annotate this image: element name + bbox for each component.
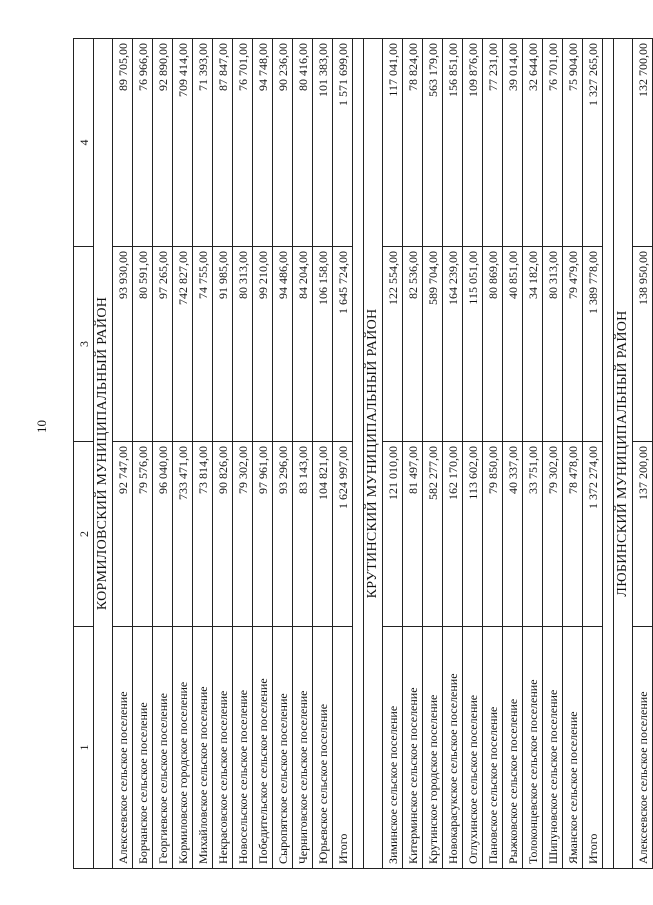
value-col-4: 80 416,00 <box>293 39 313 247</box>
spacer-cell <box>603 39 614 869</box>
value-col-3: 106 158,00 <box>313 247 333 442</box>
budget-table <box>73 38 653 869</box>
settlement-name: Юрьевское сельское поселение <box>313 627 333 869</box>
table-row <box>153 39 173 869</box>
value-col-2: 40 337,00 <box>503 442 523 627</box>
table-row <box>233 39 253 869</box>
settlement-name: Крутинское городское поселение <box>423 627 443 869</box>
value-col-2: 78 478,00 <box>563 442 583 627</box>
value-col-2: 33 751,00 <box>523 442 543 627</box>
settlement-name: Новокарасукское сельское поселение <box>443 627 463 869</box>
value-col-2: 1 372 274,00 <box>583 442 603 627</box>
settlement-name: Яманское сельское поселение <box>563 627 583 869</box>
value-col-4: 94 748,00 <box>253 39 273 247</box>
value-col-3: 99 210,00 <box>253 247 273 442</box>
settlement-name: Черниговское сельское поселение <box>293 627 313 869</box>
value-col-2: 97 961,00 <box>253 442 273 627</box>
value-col-4: 132 700,00 <box>633 39 653 247</box>
value-col-3: 97 265,00 <box>153 247 173 442</box>
value-col-3: 80 313,00 <box>543 247 563 442</box>
column-header-2: 2 <box>74 442 94 627</box>
value-col-3: 122 554,00 <box>383 247 403 442</box>
value-col-4: 71 393,00 <box>193 39 213 247</box>
settlement-name: Толоконцевское сельское поселение <box>523 627 543 869</box>
value-col-3: 1 389 778,00 <box>583 247 603 442</box>
value-col-4: 76 701,00 <box>233 39 253 247</box>
value-col-3: 742 827,00 <box>173 247 193 442</box>
settlement-name: Некрасовское сельское поселение <box>213 627 233 869</box>
value-col-4: 75 904,00 <box>563 39 583 247</box>
table-row <box>633 39 653 869</box>
value-col-4: 156 851,00 <box>443 39 463 247</box>
table-row <box>463 39 483 869</box>
table-row <box>313 39 333 869</box>
settlement-name: Новосельское сельское поселение <box>233 627 253 869</box>
section-spacer <box>353 39 364 869</box>
settlement-name: Рыжковское сельское поселение <box>503 627 523 869</box>
value-col-3: 80 313,00 <box>233 247 253 442</box>
value-col-4: 87 847,00 <box>213 39 233 247</box>
table-row <box>383 39 403 869</box>
column-header-1: 1 <box>74 627 94 869</box>
settlement-name: Пановское сельское поселение <box>483 627 503 869</box>
value-col-2: 93 296,00 <box>273 442 293 627</box>
settlement-name: Китерминское сельское поселение <box>403 627 423 869</box>
value-col-2: 582 277,00 <box>423 442 443 627</box>
value-col-3: 94 486,00 <box>273 247 293 442</box>
value-col-4: 1 327 265,00 <box>583 39 603 247</box>
column-header-4: 4 <box>74 39 94 247</box>
spacer-cell <box>353 39 364 869</box>
value-col-2: 79 302,00 <box>543 442 563 627</box>
section-title: ЛЮБИНСКИЙ МУНИЦИПАЛЬНЫЙ РАЙОН <box>614 39 633 869</box>
table-row <box>483 39 503 869</box>
table-body <box>74 39 653 869</box>
section-title-row <box>364 39 383 869</box>
value-col-4: 117 041,00 <box>383 39 403 247</box>
value-col-3: 589 704,00 <box>423 247 443 442</box>
value-col-4: 1 571 699,00 <box>333 39 353 247</box>
value-col-2: 90 826,00 <box>213 442 233 627</box>
value-col-3: 80 591,00 <box>133 247 153 442</box>
value-col-4: 109 876,00 <box>463 39 483 247</box>
value-col-2: 96 040,00 <box>153 442 173 627</box>
table-row <box>543 39 563 869</box>
value-col-4: 77 231,00 <box>483 39 503 247</box>
settlement-name: Итого <box>583 627 603 869</box>
table-row <box>213 39 233 869</box>
value-col-3: 82 536,00 <box>403 247 423 442</box>
value-col-4: 76 966,00 <box>133 39 153 247</box>
value-col-2: 113 602,00 <box>463 442 483 627</box>
value-col-3: 34 182,00 <box>523 247 543 442</box>
value-col-3: 91 985,00 <box>213 247 233 442</box>
settlement-name: Алексеевское сельское поселение <box>113 627 133 869</box>
settlement-name: Михайловское сельское поселение <box>193 627 213 869</box>
table-row <box>253 39 273 869</box>
settlement-name: Сыропятское сельское поселение <box>273 627 293 869</box>
section-title: КОРМИЛОВСКИЙ МУНИЦИПАЛЬНЫЙ РАЙОН <box>94 39 113 869</box>
settlement-name: Борчанское сельское поселение <box>133 627 153 869</box>
section-title: КРУТИНСКИЙ МУНИЦИПАЛЬНЫЙ РАЙОН <box>364 39 383 869</box>
table-row <box>403 39 423 869</box>
table-row <box>503 39 523 869</box>
value-col-2: 1 624 997,00 <box>333 442 353 627</box>
value-col-3: 74 755,00 <box>193 247 213 442</box>
value-col-2: 162 170,00 <box>443 442 463 627</box>
table-row <box>113 39 133 869</box>
page-number: 10 <box>34 420 49 433</box>
value-col-3: 80 869,00 <box>483 247 503 442</box>
header-row <box>74 39 94 869</box>
value-col-2: 79 302,00 <box>233 442 253 627</box>
value-col-3: 164 239,00 <box>443 247 463 442</box>
value-col-3: 1 645 724,00 <box>333 247 353 442</box>
value-col-4: 92 890,00 <box>153 39 173 247</box>
value-col-4: 709 414,00 <box>173 39 193 247</box>
settlement-name: Кормиловское городское поселение <box>173 627 193 869</box>
value-col-2: 733 471,00 <box>173 442 193 627</box>
value-col-4: 101 383,00 <box>313 39 333 247</box>
value-col-4: 563 179,00 <box>423 39 443 247</box>
value-col-3: 79 479,00 <box>563 247 583 442</box>
table-row <box>273 39 293 869</box>
value-col-2: 73 814,00 <box>193 442 213 627</box>
table-row <box>563 39 583 869</box>
table-row <box>133 39 153 869</box>
value-col-2: 104 821,00 <box>313 442 333 627</box>
value-col-3: 93 930,00 <box>113 247 133 442</box>
column-header-3: 3 <box>74 247 94 442</box>
table-row <box>333 39 353 869</box>
value-col-3: 84 204,00 <box>293 247 313 442</box>
value-col-4: 39 014,00 <box>503 39 523 247</box>
section-title-row <box>94 39 113 869</box>
settlement-name: Зиминское сельское поселение <box>383 627 403 869</box>
settlement-name: Итого <box>333 627 353 869</box>
table-row <box>423 39 443 869</box>
value-col-2: 79 850,00 <box>483 442 503 627</box>
value-col-4: 78 824,00 <box>403 39 423 247</box>
value-col-4: 89 705,00 <box>113 39 133 247</box>
settlement-name: Георгиевское сельское поселение <box>153 627 173 869</box>
value-col-2: 81 497,00 <box>403 442 423 627</box>
value-col-4: 90 236,00 <box>273 39 293 247</box>
table-row <box>583 39 603 869</box>
settlement-name: Оглухинское сельское поселение <box>463 627 483 869</box>
value-col-2: 121 010,00 <box>383 442 403 627</box>
value-col-4: 76 701,00 <box>543 39 563 247</box>
table-row <box>523 39 543 869</box>
settlement-name: Алексеевское сельское поселение <box>633 627 653 869</box>
table-row <box>173 39 193 869</box>
value-col-3: 40 851,00 <box>503 247 523 442</box>
table-row <box>293 39 313 869</box>
value-col-4: 32 644,00 <box>523 39 543 247</box>
settlement-name: Шипуновское сельское поселение <box>543 627 563 869</box>
table-row <box>443 39 463 869</box>
value-col-2: 92 747,00 <box>113 442 133 627</box>
value-col-2: 137 200,00 <box>633 442 653 627</box>
settlement-name: Победительское сельское поселение <box>253 627 273 869</box>
rotated-sheet <box>34 39 650 869</box>
section-spacer <box>603 39 614 869</box>
value-col-2: 79 576,00 <box>133 442 153 627</box>
value-col-3: 138 950,00 <box>633 247 653 442</box>
value-col-2: 83 143,00 <box>293 442 313 627</box>
value-col-3: 115 051,00 <box>463 247 483 442</box>
section-title-row <box>614 39 633 869</box>
table-row <box>193 39 213 869</box>
